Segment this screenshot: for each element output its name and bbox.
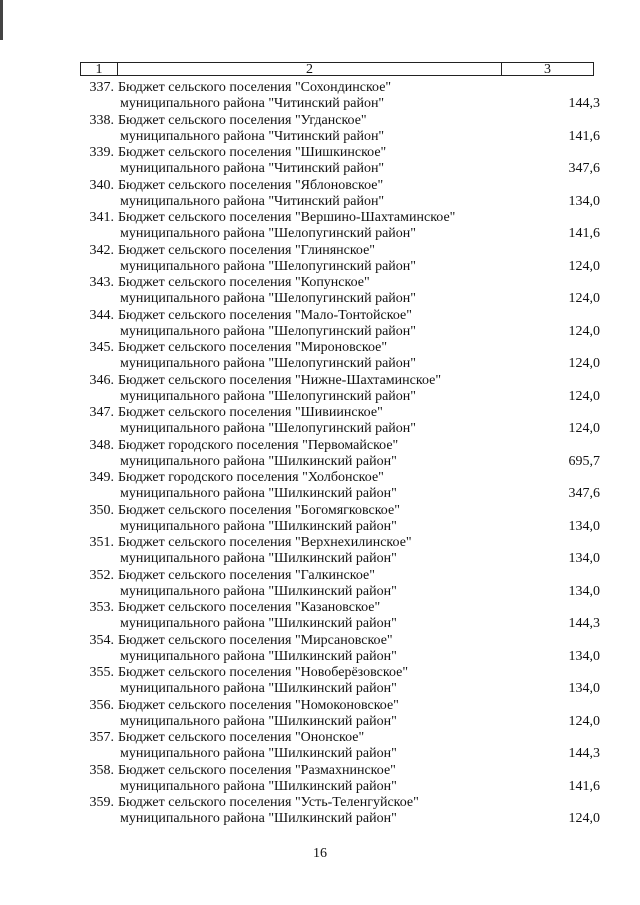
row-title-line2: муниципального района "Читинский район"	[120, 128, 385, 144]
table-row	[80, 730, 600, 763]
table-row	[80, 763, 600, 796]
row-number: 354.	[89, 632, 114, 648]
row-number: 356.	[89, 697, 114, 713]
row-number: 340.	[89, 177, 114, 193]
row-number: 338.	[89, 112, 114, 128]
row-title-line2: муниципального района "Шилкинский район"	[120, 746, 397, 762]
row-value: 134,0	[568, 583, 600, 599]
table-row	[80, 210, 600, 243]
row-number: 355.	[89, 665, 114, 680]
row-value: 695,7	[568, 453, 600, 469]
row-title-line1: Бюджет сельского поселения "Глинянское"	[118, 242, 376, 258]
row-title-line1: Бюджет сельского поселения "Копунское"	[118, 275, 370, 290]
header-col-3: 3	[544, 62, 551, 77]
row-title-line1: Бюджет сельского поселения "Галкинское"	[118, 567, 375, 583]
row-title-line1: Бюджет сельского поселения "Угданское"	[118, 112, 367, 128]
row-number: 359.	[89, 795, 114, 810]
row-number: 351.	[89, 535, 114, 550]
row-title-line1: Бюджет сельского поселения "Сохондинское"	[118, 80, 392, 95]
row-title-line2: муниципального района "Шилкинский район"	[120, 648, 397, 664]
row-value: 141,6	[568, 778, 600, 794]
table-row	[80, 340, 600, 373]
row-title-line1: Бюджет сельского поселения "Казановское"	[118, 600, 381, 615]
table-row	[80, 665, 600, 698]
row-value: 347,6	[568, 161, 600, 177]
row-title-line1: Бюджет городского поселения "Первомайское"	[118, 437, 399, 453]
header-col-1: 1	[81, 63, 118, 75]
row-value: 134,0	[568, 648, 600, 664]
row-number: 358.	[89, 762, 114, 778]
row-value: 347,6	[568, 486, 600, 502]
page-number: 16	[313, 846, 327, 861]
header-col-2: 2	[118, 63, 502, 75]
budget-table-body	[80, 80, 600, 828]
row-title-line2: муниципального района "Шилкинский район"	[120, 713, 397, 729]
row-value: 124,0	[568, 713, 600, 729]
row-value: 124,0	[568, 356, 600, 372]
row-value: 134,0	[568, 551, 600, 567]
row-number: 353.	[89, 600, 114, 615]
table-row	[80, 178, 600, 211]
table-row	[80, 113, 600, 146]
row-title-line1: Бюджет городского поселения "Холбонское"	[118, 470, 384, 485]
row-title-line2: муниципального района "Шелопугинский район"	[120, 323, 416, 339]
row-title-line2: муниципального района "Читинский район"	[120, 193, 385, 209]
row-number: 337.	[89, 80, 114, 95]
row-number: 342.	[89, 242, 114, 258]
row-number: 339.	[89, 145, 114, 160]
row-value: 141,6	[568, 226, 600, 242]
table-row	[80, 795, 600, 828]
row-title-line2: муниципального района "Шелопугинский район"	[120, 258, 416, 274]
row-value: 144,3	[568, 616, 600, 632]
row-value: 134,0	[568, 518, 600, 534]
row-number: 345.	[89, 340, 114, 355]
row-title-line2: муниципального района "Шилкинский район"	[120, 583, 397, 599]
table-row	[80, 535, 600, 568]
table-row	[80, 275, 600, 308]
table-row	[80, 373, 600, 406]
row-title-line2: муниципального района "Шилкинский район"	[120, 778, 397, 794]
row-number: 346.	[89, 372, 114, 388]
row-number: 349.	[89, 470, 114, 485]
row-title-line1: Бюджет сельского поселения "Усть-Теленгуйское"	[118, 795, 419, 810]
table-row	[80, 308, 600, 341]
row-number: 357.	[89, 730, 114, 745]
row-title-line2: муниципального района "Шилкинский район"	[120, 681, 397, 697]
row-title-line1: Бюджет сельского поселения "Мироновское"	[118, 340, 388, 355]
table-row	[80, 405, 600, 438]
table-row	[80, 698, 600, 731]
row-title-line2: муниципального района "Шелопугинский район"	[120, 421, 416, 437]
row-number: 344.	[89, 307, 114, 323]
table-header	[80, 62, 594, 76]
row-title-line2: муниципального района "Шелопугинский район"	[120, 226, 416, 242]
row-title-line2: муниципального района "Шелопугинский район"	[120, 388, 416, 404]
row-title-line1: Бюджет сельского поселения "Богомягковское"	[118, 502, 400, 518]
table-row	[80, 503, 600, 536]
table-row	[80, 600, 600, 633]
row-title-line1: Бюджет сельского поселения "Вершино-Шахтаминское"	[118, 210, 456, 225]
row-title-line2: муниципального района "Шилкинский район"	[120, 551, 397, 567]
row-number: 352.	[89, 567, 114, 583]
row-value: 134,0	[568, 681, 600, 697]
table-row	[80, 80, 600, 113]
table-row	[80, 470, 600, 503]
row-title-line2: муниципального района "Шилкинский район"	[120, 616, 397, 632]
row-title-line1: Бюджет сельского поселения "Новоберёзовское"	[118, 665, 409, 680]
row-number: 348.	[89, 437, 114, 453]
row-number: 341.	[89, 210, 114, 225]
row-title-line1: Бюджет сельского поселения "Шивиинское"	[118, 405, 383, 420]
row-value: 124,0	[568, 258, 600, 274]
row-title-line1: Бюджет сельского поселения "Шишкинское"	[118, 145, 387, 160]
row-value: 124,0	[568, 291, 600, 307]
row-title-line2: муниципального района "Шелопугинский район"	[120, 356, 416, 372]
table-row	[80, 633, 600, 666]
row-title-line1: Бюджет сельского поселения "Яблоновское"	[118, 177, 384, 193]
row-title-line2: муниципального района "Шилкинский район"	[120, 453, 397, 469]
row-title-line1: Бюджет сельского поселения "Мало-Тонтойское"	[118, 307, 412, 323]
table-row	[80, 243, 600, 276]
row-value: 124,0	[568, 811, 600, 827]
row-number: 347.	[89, 405, 114, 420]
row-value: 141,6	[568, 128, 600, 144]
row-title-line2: муниципального района "Шилкинский район"	[120, 811, 397, 827]
row-title-line2: муниципального района "Читинский район"	[120, 96, 385, 112]
page-edge-mark	[0, 0, 3, 40]
row-title-line2: муниципального района "Читинский район"	[120, 161, 385, 177]
table-row	[80, 145, 600, 178]
row-title-line1: Бюджет сельского поселения "Размахнинское"	[118, 762, 396, 778]
row-title-line1: Бюджет сельского поселения "Номоконовское"	[118, 697, 399, 713]
table-row	[80, 438, 600, 471]
row-title-line1: Бюджет сельского поселения "Ононское"	[118, 730, 365, 745]
row-value: 124,0	[568, 388, 600, 404]
row-value: 134,0	[568, 193, 600, 209]
row-title-line1: Бюджет сельского поселения "Нижне-Шахтаминское"	[118, 372, 442, 388]
row-title-line1: Бюджет сельского поселения "Верхнехилинское"	[118, 535, 412, 550]
row-title-line2: муниципального района "Шелопугинский район"	[120, 291, 416, 307]
row-number: 343.	[89, 275, 114, 290]
row-number: 350.	[89, 502, 114, 518]
row-title-line2: муниципального района "Шилкинский район"	[120, 518, 397, 534]
row-value: 124,0	[568, 421, 600, 437]
row-value: 144,3	[568, 746, 600, 762]
row-title-line1: Бюджет сельского поселения "Мирсановское"	[118, 632, 393, 648]
row-value: 144,3	[568, 96, 600, 112]
table-row	[80, 568, 600, 601]
row-title-line2: муниципального района "Шилкинский район"	[120, 486, 397, 502]
row-value: 124,0	[568, 323, 600, 339]
